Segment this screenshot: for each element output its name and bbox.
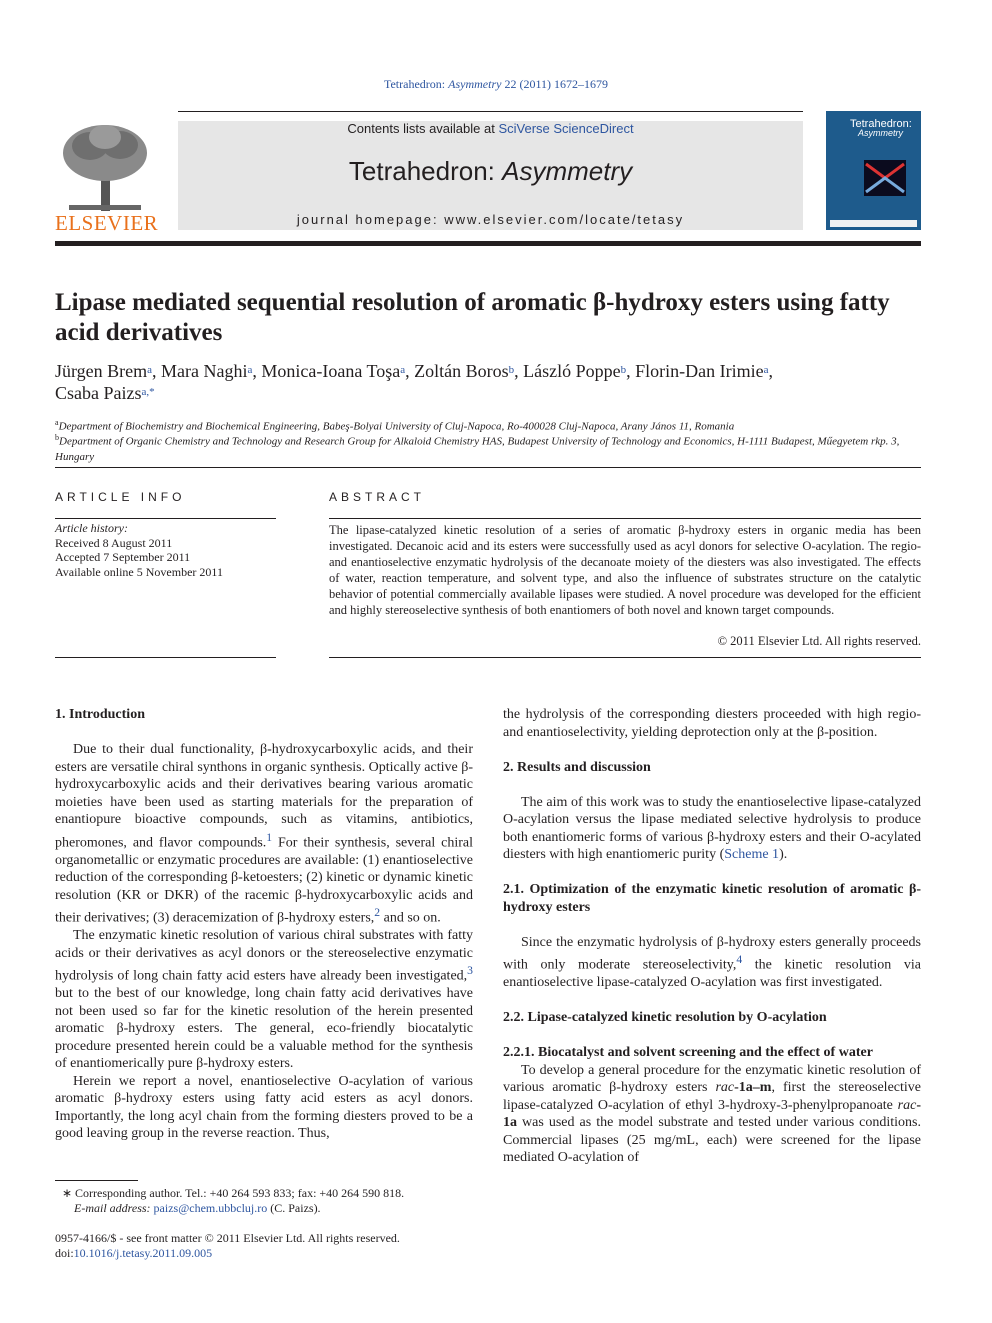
scheme-link[interactable]: Scheme 1 — [724, 847, 780, 862]
reference-link[interactable]: 2 — [374, 906, 381, 920]
journal-homepage: journal homepage: www.elsevier.com/locate/tetasy — [296, 212, 685, 227]
header-thick-rule — [55, 241, 921, 246]
right-column — [503, 706, 921, 1167]
author[interactable]: Zoltán Boros — [414, 361, 509, 381]
footnote-corresponding: ∗ Corresponding author. Tel.: +40 264 593 833; fax: +40 264 590 818. E-mail address: paizs@chem.ubbcluj.ro (C. Paizs). — [62, 1186, 405, 1215]
paragraph: the hydrolysis of the corresponding diesters proceeded with high regio- and enantioselectivity, yielding deprotection only at the β-position. — [503, 707, 921, 740]
abstract-heading: ABSTRACT — [329, 490, 426, 504]
left-column — [55, 706, 473, 1143]
subsubsection-heading: 2.2.1. Biocatalyst and solvent screening and the effect of water — [503, 1045, 873, 1061]
section-heading: 2. Results and discussion — [503, 759, 651, 775]
paragraph: Herein we report a novel, enantioselective O-acylation of various aromatic β-hydroxy esters using fatty acid esters as acyl donors. Importantly, the long acyl chain from the forming diesters proved to be a good leaving group in the reverse reaction. Thus, — [55, 1073, 473, 1142]
author[interactable]: Csaba Paizs — [55, 383, 142, 403]
header-top-rule — [178, 111, 803, 112]
journal-citation[interactable]: Tetrahedron: Asymmetry 22 (2011) 1672–1679 — [383, 77, 608, 91]
author[interactable]: Jürgen Brem — [55, 361, 148, 381]
cover-footer-band — [830, 220, 917, 227]
author[interactable]: Florin-Dan Irimie — [635, 361, 764, 381]
footnote-rule — [55, 1180, 138, 1181]
abstract-rule — [329, 518, 921, 519]
affiliation-b: $^b$Department of Organic Chemistry and Technology and Research Group for Alkaloid Chemistry HAS, Budapest University of Technology and Economics, H-1111 Budapest, Műegyetem rkp. 3, Hungary — [55, 433, 900, 463]
paragraph: To develop a general procedure for the enzymatic kinetic resolution of various aromatic β-hydroxy esters rac-1a–m, first the stereoselective lipase-catalyzed O-acylation of ethyl 3-hydroxy-3-phenylpropanoate rac-1a was used as the model substrate and tested under various conditions. Commercial lipases (25 mg/mL, each) were screened for the lipase mediated O-acylation of — [503, 1062, 921, 1166]
abstract-bottom-rule — [329, 657, 921, 658]
article-info-heading: ARTICLE INFO — [55, 490, 186, 504]
subsection-heading: 2.1. Optimization of the enzymatic kinetic resolution of aromatic β-hydroxy esters — [503, 882, 921, 915]
author[interactable]: Monica-Ioana Toşa — [261, 361, 401, 381]
article-history: Article history: Received 8 August 2011 Accepted 7 September 2011 Available online 5 November 2011 — [55, 521, 223, 579]
affiliation-rule — [55, 467, 921, 468]
article-title: Lipase mediated sequential resolution of aromatic β-hydroxy esters using fatty acid derivatives — [55, 289, 890, 346]
cover-subtitle: Asymmetry — [858, 128, 903, 138]
reference-link[interactable]: 3 — [467, 964, 473, 978]
cover-image — [864, 160, 906, 196]
affiliation-a: $^a$Department of Biochemistry and Biochemical Engineering, Babeş-Bolyai University of Cluj-Napoca, Ro-400028 Cluj-Napoca, Arany János 11, Romania — [55, 418, 735, 433]
contents-line: Contents lists available at SciVerse ScienceDirect — [347, 121, 634, 136]
sciencedirect-link[interactable]: SciVerse ScienceDirect — [498, 121, 634, 136]
journal-title: Tetrahedron: Asymmetry — [348, 156, 633, 186]
author[interactable]: László Poppe — [523, 361, 621, 381]
cover-title: Tetrahedron: — [850, 118, 912, 130]
publisher-wordmark: ELSEVIER — [55, 211, 159, 235]
doi-link[interactable]: 10.1016/j.tetasy.2011.09.005 — [73, 1246, 213, 1260]
paragraph: The enzymatic kinetic resolution of various chiral substrates with fatty acids or their derivatives as acyl donors or the stereoselective enzymatic hydrolysis of long chain fatty acid esters have already been investigated,$^3$ but to the best of our knowledge, long chain fatty acid derivatives have not been used so far for the kinetic resolution of the herein presented aromatic β-hydroxy esters. The general, eco-friendly biocatalytic procedure presented herein could be a valuable method for the synthesis of enantiomerically pure β-hydroxy esters. — [55, 928, 473, 1072]
abstract-copyright: © 2011 Elsevier Ltd. All rights reserved. — [717, 634, 921, 648]
paragraph: Due to their dual functionality, β-hydroxycarboxylic acids, and their esters are versatile chiral synthons in organic synthesis. Optically active β-hydroxycarboxylic acids and their derivatives bearing various aromatic moieties have been used as starting materials for the preparation of enantiopure bioactive compounds, such as vitamins, antibiotics, pheromones, and flavor compounds.$^1$ For their synthesis, several chiral organometallic or enzymatic procedures are available: (1) enantioselective reduction of the corresponding β-ketoesters; (2) kinetic or dynamic kinetic resolution (KR or DKR) of the racemic β-hydroxycarboxylic acids and their derivatives; (3) deracemization of β-hydroxy esters,$^2$ and so on. — [55, 742, 473, 926]
email-link[interactable]: paizs@chem.ubbcluj.ro — [153, 1201, 268, 1215]
subsection-heading: 2.2. Lipase-catalyzed kinetic resolution by O-acylation — [503, 1010, 827, 1026]
section-heading: 1. Introduction — [55, 707, 145, 722]
homepage-link[interactable]: www.elsevier.com/locate/tetasy — [444, 212, 685, 227]
author[interactable]: Mara Naghi — [161, 361, 248, 381]
reference-link[interactable]: 4 — [736, 953, 743, 966]
paragraph: The aim of this work was to study the enantioselective lipase-catalyzed O-acylation versus the lipase mediated selective hydrolysis to produce both enantiomeric forms of various β-hydroxy esters and their O-acylated diesters with high enantiomeric purity (Scheme 1). — [503, 794, 921, 862]
article-info-bottom-rule — [55, 657, 276, 658]
article-info-rule — [55, 518, 276, 519]
author-list: Jürgen Brem$^a$, Mara Naghi$^a$, Monica-Ioana Toşa$^a$, Zoltán Boros$^b$, László Poppe$^b$, Florin-Dan Irimie$^a$, Csaba Paizs$^{a,*}$ — [55, 361, 774, 403]
paragraph: Since the enzymatic hydrolysis of β-hydroxy esters generally proceeds with only moderate stereoselectivity,$^4$ the kinetic resolution via enantioselective lipase-catalyzed O-acylation was first investigated. — [503, 934, 921, 991]
reference-link[interactable]: 1 — [266, 830, 273, 844]
issn-doi: 0957-4166/$ - see front matter © 2011 Elsevier Ltd. All rights reserved. doi:10.1016/j.tetasy.2011.09.005 — [55, 1231, 400, 1260]
abstract-text: The lipase-catalyzed kinetic resolution of a series of aromatic β-hydroxy esters in organic media has been investigated. Decanoic acid and its esters were successfully used as acyl donors for selective O-acylation. The regio- and enantioselective enzymatic hydrolysis of the decanoate moiety of the diesters was also investigated. The effects of water, reaction temperature, and solvent type, and also the influence of substrates structure on the catalytic behavior of potential commercially available lipases were studied. A novel procedure was developed for the efficient and highly stereoselective synthesis of both enantiomers of both novel and known target compounds. — [329, 523, 921, 617]
